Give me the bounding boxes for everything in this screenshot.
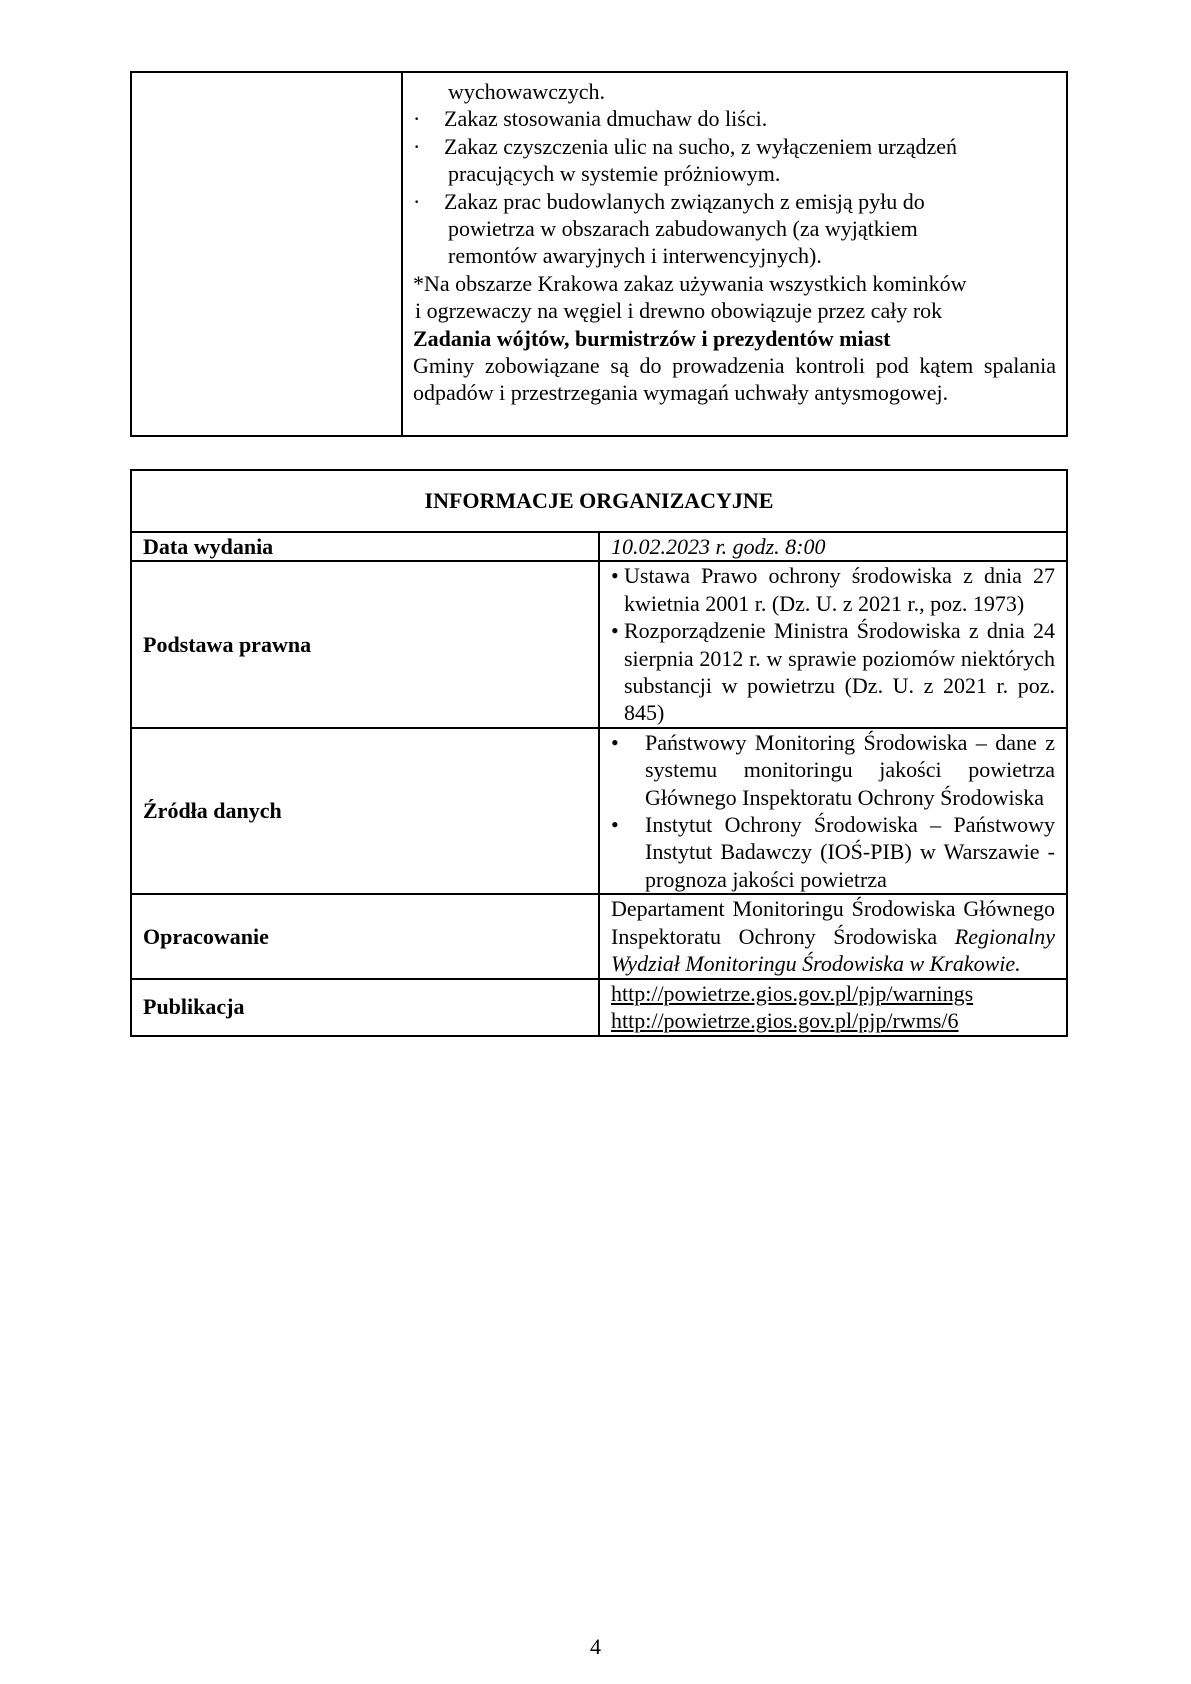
text-line: *Na obszarze Krakowa zakaz używania wszystkich kominków (413, 270, 967, 296)
bullet: · (413, 106, 421, 132)
prepared-by-cell (599, 894, 1067, 978)
list-item-text: Państwowy Monitoring Środowiska – dane z systemu monitoringu jakości powietrza Głównego Inspektoratu Ochrony Środowiska (645, 729, 1055, 810)
paragraph: Gminy zobowiązane są do prowadzenia kontroli pod kątem spalania odpadów i przestrzegania wymagań uchwały antysmogowej. (413, 353, 1056, 406)
list-item-text: Ustawa Prawo ochrony środowiska z dnia 27 kwietnia 2001 r. (Dz. U. z 2021 r., poz. 1973) (624, 563, 1055, 616)
text-line: i ogrzewaczy na węgiel i drewno obowiązuje przez cały rok (415, 298, 943, 324)
text-line: remontów awaryjnych i interwencyjnych). (448, 243, 822, 269)
text-line: powietrza w obszarach zabudowanych (za wyjątkiem (448, 216, 918, 242)
prepared-by-unit: Regionalny Wydział Monitoringu Środowiska w Krakowie. (611, 923, 1055, 977)
table-row (131, 561, 1067, 727)
publication-cell (599, 979, 1067, 1036)
row-label: Data wydania (131, 532, 599, 561)
table-row (131, 979, 1067, 1036)
list-item (611, 811, 1055, 893)
list-item (413, 105, 1056, 132)
row-label: Publikacja (131, 979, 599, 1036)
list-item (413, 188, 1056, 215)
bullet: • (611, 563, 619, 589)
text-line: wychowawczych. (448, 79, 605, 104)
bullet: • (611, 618, 619, 644)
prepared-by-text: Departament Monitoringu Środowiska Głównego Inspektoratu Ochrony Środowiska (611, 896, 1055, 949)
continuation-right-cell (403, 73, 1066, 435)
section-heading: Zadania wójtów, burmistrzów i prezydentów miast (413, 325, 891, 351)
list-item (413, 133, 1056, 160)
text-line: pracujących w systemie próżniowym. (448, 161, 781, 187)
info-header-row (131, 470, 1067, 532)
bullet: • (611, 812, 619, 838)
table-row (131, 532, 1067, 561)
table-row (131, 728, 1067, 894)
row-label: Źródła danych (131, 728, 599, 894)
page-number: 4 (590, 1634, 601, 1659)
issue-date: 10.02.2023 r. godz. 8:00 (599, 532, 1067, 561)
table-row (131, 894, 1067, 978)
list-item-text: Zakaz stosowania dmuchaw do liści. (444, 106, 768, 132)
list-item-text: Zakaz czyszczenia ulic na sucho, z wyłączeniem urządzeń (444, 133, 958, 159)
publication-link[interactable]: http://powietrze.gios.gov.pl/pjp/warnings (611, 980, 974, 1006)
publication-link[interactable]: http://powietrze.gios.gov.pl/pjp/rwms/6 (611, 1008, 959, 1033)
list-item (611, 562, 1055, 617)
row-label: Opracowanie (131, 894, 599, 978)
bullet: · (413, 188, 421, 214)
continuation-left-cell (132, 73, 403, 435)
continuation-table (130, 71, 1068, 437)
data-sources-cell (599, 728, 1067, 894)
list-item (611, 729, 1055, 811)
list-item-text: Rozporządzenie Ministra Środowiska z dnia 24 sierpnia 2012 r. w sprawie poziomów niektórych substancji w powietrzu (Dz. U. z 2021 r. poz. 845) (624, 618, 1055, 726)
info-table (130, 469, 1068, 1037)
info-header: INFORMACJE ORGANIZACYJNE (131, 470, 1067, 532)
list-item-text: Instytut Ochrony Środowiska – Państwowy Instytut Badawczy (IOŚ-PIB) w Warszawie - prognoza jakości powietrza (645, 812, 1055, 892)
bullet: • (611, 729, 619, 755)
row-label: Podstawa prawna (131, 561, 599, 727)
bullet: · (413, 133, 421, 159)
legal-basis-cell (599, 561, 1067, 727)
list-item (611, 617, 1055, 727)
list-item-text: Zakaz prac budowlanych związanych z emisją pyłu do (444, 188, 925, 214)
